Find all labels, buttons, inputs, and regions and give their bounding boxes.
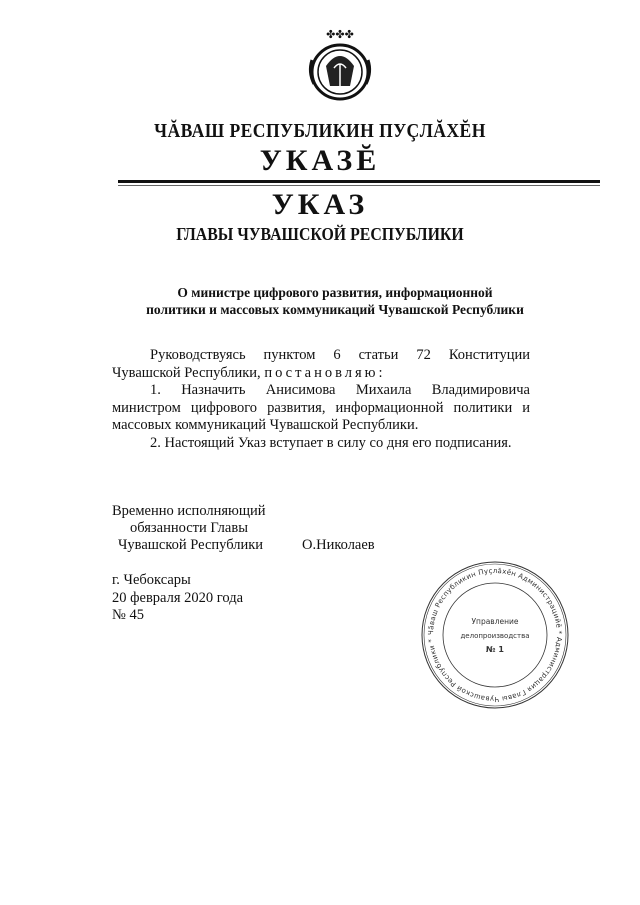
chuvash-header-line: ЧĂВАШ РЕСПУБЛИКИН ПУÇЛĂХĔН	[154, 120, 486, 142]
chuvash-title: УКАЗĔ	[259, 144, 381, 177]
decree-number: № 45	[112, 607, 144, 623]
item-2: 2. Настоящий Указ вступает в силу со дня его подписания.	[150, 434, 512, 451]
russian-title: УКАЗ	[271, 188, 369, 221]
divider	[118, 185, 600, 186]
decree-title-line: политики и массовых коммуникаций Чувашской Республики	[146, 302, 524, 317]
stamp-center-line2: делопроизводства	[460, 632, 530, 640]
russian-subtitle: ГЛАВЫ ЧУВАШСКОЙ РЕСПУБЛИКИ	[176, 224, 464, 244]
item-1: 1. Назначить Анисимова Михаила Владимировича министром цифрового развития, информационной политики и массовых коммуникаций Чувашской Республики.	[112, 382, 530, 434]
date: 20 февраля 2020 года	[112, 590, 244, 606]
signature-line1: Временно исполняющий	[112, 503, 266, 519]
signature-line2: обязанности Главы	[130, 520, 248, 536]
signer-name: О.Николаев	[302, 537, 375, 553]
official-stamp	[420, 560, 570, 710]
emblem-icon	[306, 24, 374, 104]
divider	[118, 180, 600, 183]
signature-line3: Чувашской Республики	[118, 537, 264, 553]
stamp-center-line1: Управление	[471, 617, 519, 626]
city: г. Чебоксары	[112, 572, 191, 588]
stamp-center-line3: № 1	[486, 645, 504, 654]
intro-paragraph: Руководствуясь пунктом 6 статьи 72 Конституции Чувашской Республики, постановляю:	[112, 347, 530, 381]
decree-title	[100, 284, 570, 318]
decree-title-line: О министре цифрового развития, информационной	[177, 285, 493, 300]
decree-word: постановляю:	[264, 364, 386, 381]
svg-text:✤✤✤: ✤✤✤	[326, 28, 354, 41]
decree-body	[112, 347, 530, 453]
stamp-ring-text: Чăваш Республикин Пуçлăхĕн Администрацийĕ * Администрация Главы Чувашской Республики *	[426, 566, 564, 704]
